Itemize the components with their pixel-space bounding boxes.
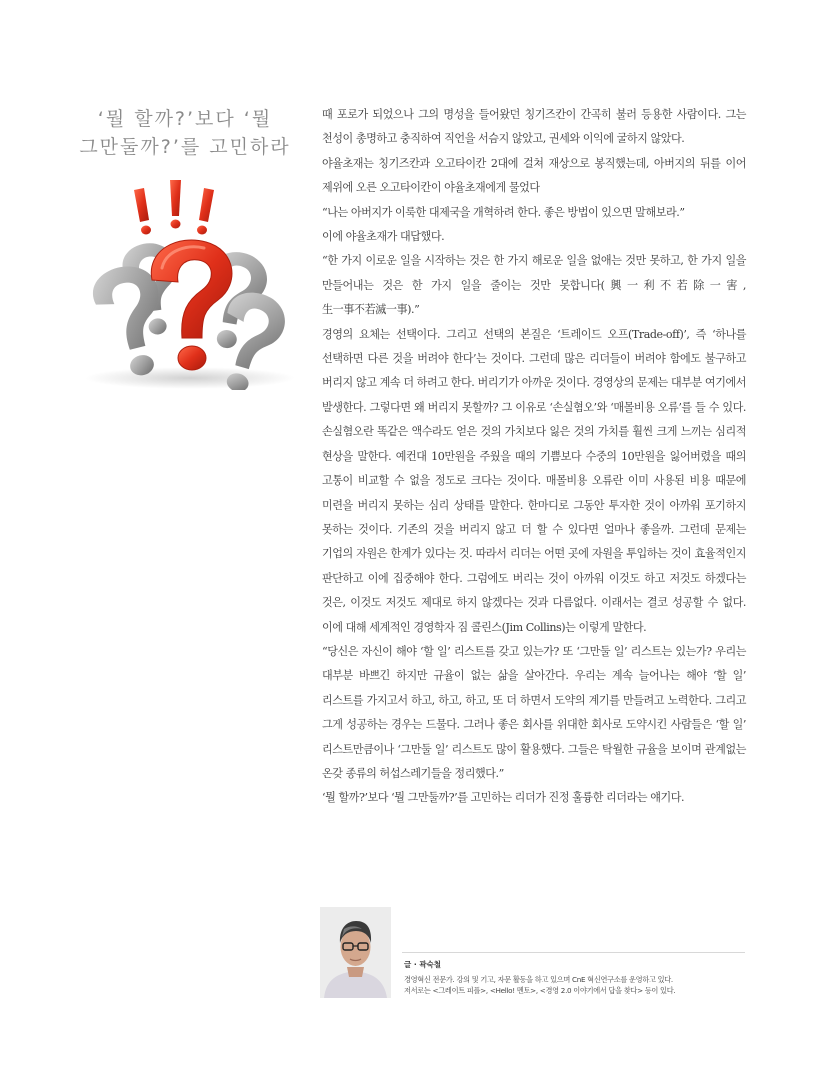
question-marks-icon <box>78 178 300 390</box>
question-marks-illustration <box>78 178 300 390</box>
author-divider <box>402 952 745 953</box>
paragraph-3: “나는 아버지가 이룩한 대제국을 개혁하려 한다. 좋은 방법이 있으면 말해보라.” <box>322 205 685 219</box>
paragraph-8: ‘뭘 할까?’보다 ‘뭘 그만둘까?’를 고민하는 리더가 진정 훌륭한 리더라는 얘기다. <box>322 791 685 805</box>
author-photo <box>320 907 391 998</box>
article-body <box>322 103 746 811</box>
author-name: 글 · 곽숙철 <box>404 960 442 969</box>
paragraph-2: 야율초재는 칭기즈칸과 오고타이칸 2대에 걸쳐 재상으로 봉직했는데, 아버지의 뒤를 이어 제위에 오른 오고타이칸이 야율초재에게 물었다 <box>322 156 746 195</box>
paragraph-1: 때 포로가 되었으나 그의 명성을 들어왔던 칭기즈칸이 간곡히 불러 등용한 사람이다. 그는 천성이 총명하고 충직하여 직언을 서슴지 않았고, 권세와 이익에 굴하지 않았다. <box>322 108 746 146</box>
author-bio-line-2: 저서로는 <그레이트 피플>, <Hello! 멘토>, <경영 2.0 이야기에서 답을 찾다> 등이 있다. <box>404 986 676 995</box>
paragraph-4: 이에 야율초재가 대답했다. <box>322 230 445 244</box>
author-box <box>320 907 745 999</box>
author-portrait-icon <box>320 907 391 998</box>
red-question-mark <box>151 240 232 370</box>
paragraph-6: 경영의 요체는 선택이다. 그리고 선택의 본질은 ‘트레이드 오프(Trade-off)’, 즉 ‘하나를 선택하면 다른 것을 버려야 한다’는 것이다. 그런데 많은 리더들이 버려야 함에도 불구하고 버리지 않고 계속 더 하려고 한다. 버리기가 아까운 것이다. 경영상의 문제는 대부분 여기에서 발생한다. 그렇다면 왜 버리지 못할까? 그 이유로 ‘손실혐오’와 ‘매몰비용 오류’를 들 수 있다. 손실혐오란 똑같은 액수라도 얻은 것의 가치보다 잃은 것의 가치를 훨씬 크게 느끼는 심리적 현상을 말한다. 예컨대 10만원을 주웠을 때의 기쁨보다 수중의 10만원을 잃어버렸을 때의 고통이 비교할 수 없을 정도로 크다는 것이다. 매몰비용 오류란 이미 사용된 비용 때문에 미련을 버리지 못하는 심리 상태를 말한다. 한마디로 그동안 투자한 것이 아까워 포기하지 못하는 것이다. 기존의 것을 버리지 않고 더 할 수 있다면 얼마나 좋을까. 그런데 문제는 기업의 자원은 한계가 있다는 것. 따라서 리더는 어떤 곳에 자원을 투입하는 것이 효율적인지 판단하고 이에 집중해야 한다. 그럼에도 버리는 것이 아까워 이것도 하고 저것도 하겠다는 것은, 이것도 저것도 제대로 하지 않겠다는 것과 다름없다. 이래서는 결코 성공할 수 없다. 이에 대해 세계적인 경영학자 짐 콜린스(Jim Collins)는 이렇게 말한다. <box>322 327 746 634</box>
author-bio-line-1: 경영혁신 전문가. 강의 및 기고, 자문 활동을 하고 있으며 CnE 혁신연구소를 운영하고 있다. <box>404 975 673 984</box>
headline-line-2: 그만둘까?’를 고민하라 <box>79 136 291 158</box>
headline-line-1: ‘뭘 할까?’보다 ‘뭘 <box>97 108 273 130</box>
paragraph-7: “당신은 자신이 해야 ‘할 일’ 리스트를 갖고 있는가? 또 ‘그만둘 일’ 리스트는 있는가? 우리는 대부분 바쁘긴 하지만 규율이 없는 삶을 살아간다. 우리는 계속 늘어나는 해야 ‘할 일’ 리스트를 가지고서 하고, 하고, 하고, 또 더 하면서 도약의 계기를 만들려고 노력한다. 그리고 그게 성공하는 경우는 드물다. 그러나 좋은 회사를 위대한 회사로 도약시킨 사람들은 ‘할 일’ 리스트만큼이나 ‘그만둘 일’ 리스트도 많이 활용했다. 그들은 탁월한 규율을 보이며 관계없는 온갖 종류의 허섭스레기들을 정리했다.” <box>322 644 746 780</box>
author-bio <box>404 974 744 996</box>
paragraph-5: “한 가지 이로운 일을 시작하는 것은 한 가지 해로운 일을 없애는 것만 못하고, 한 가지 일을 만들어내는 것은 한 가지 일을 줄이는 것만 못합니다(興一利不若除一害, 生一事不若滅一事).” <box>322 254 746 317</box>
headline <box>65 105 305 161</box>
exclamation-marks <box>134 180 214 235</box>
